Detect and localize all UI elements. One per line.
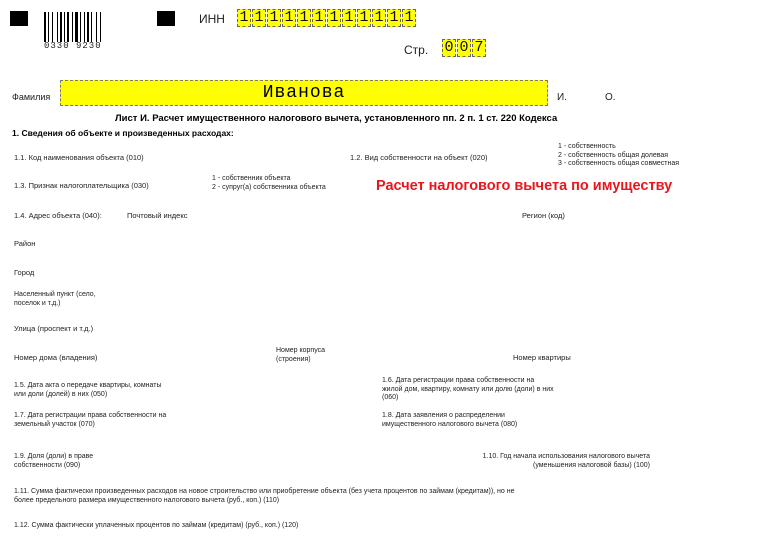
field-1-6-label: 1.6. Дата регистрации права собственности на жилой дом, квартиру, комнату или долю (доли) в них (060) — [382, 377, 554, 401]
overlay-title: Расчет налогового вычета по имуществу — [376, 178, 673, 194]
field-1-1-label: 1.1. Код наименования объекта (010) — [14, 153, 144, 162]
city-label: Город — [14, 268, 35, 277]
char-cell[interactable]: 1 — [372, 9, 386, 27]
field-1-11-label: 1.11. Сумма фактически произведенных расходов на новое строительство или приобретение объекта (без учета процентов по займам (кредитам)), но не более предельного размера имущественного налогового вычета (руб., коп.) (110) — [14, 488, 515, 504]
initial-i-label: И. — [557, 92, 567, 103]
char-cell[interactable]: 1 — [237, 9, 251, 27]
char-cell[interactable]: 1 — [387, 9, 401, 27]
char-cell[interactable]: 1 — [297, 9, 311, 27]
surname-field[interactable]: Иванова — [60, 80, 548, 106]
house-label: Номер дома (владения) — [14, 353, 98, 362]
option-line: 3 - собственность общая совместная — [558, 160, 680, 167]
initial-o-label: О. — [605, 92, 616, 103]
option-line: 2 - супруг(а) собственника объекта — [212, 183, 326, 191]
settlement-label: Населенный пункт (село, поселок и т.д.) — [14, 291, 96, 307]
postcode-label: Почтовый индекс — [127, 211, 188, 220]
field-1-12-label: 1.12. Сумма фактически уплаченных процентов по займам (кредитам) (руб., коп.) (120) — [14, 522, 299, 529]
option-line: 2 - собственность общая долевая — [558, 151, 669, 159]
page-cells — [442, 39, 487, 57]
corner-marker-right — [157, 11, 175, 26]
field-1-10-label: 1.10. Год начала использования налогового вычета (уменьшения налоговой базы) (100) — [482, 453, 650, 469]
option-line: 1 - собственник объекта — [212, 175, 291, 182]
char-cell[interactable]: 1 — [282, 9, 296, 27]
char-cell[interactable]: 1 — [267, 9, 281, 27]
page-label: Стр. — [404, 43, 429, 57]
barcode — [44, 12, 124, 51]
field-1-2-options — [558, 143, 679, 169]
barcode-number: 0330 9230 — [44, 41, 102, 51]
field-1-8-label: 1.8. Дата заявления о распределении имущественного налогового вычета (080) — [382, 412, 518, 428]
char-cell[interactable]: 0 — [457, 39, 471, 57]
field-1-9-label: 1.9. Доля (доли) в праве собственности (090) — [14, 453, 94, 469]
flat-label: Номер квартиры — [513, 353, 571, 362]
char-cell[interactable]: 0 — [442, 39, 456, 57]
building-label: Номер корпуса (строения) — [276, 347, 326, 363]
section-heading: 1. Сведения об объекте и произведенных расходах: — [12, 128, 234, 138]
sheet-title: Лист И. Расчет имущественного налогового вычета, установленного пп. 2 п. 1 ст. 220 Кодекса — [115, 113, 558, 124]
surname-label: Фамилия — [12, 92, 51, 102]
char-cell[interactable]: 1 — [327, 9, 341, 27]
option-line: 1 - собственность — [558, 143, 616, 150]
inn-label: ИНН — [199, 12, 225, 26]
street-label: Улица (проспект и т.д.) — [14, 324, 94, 333]
char-cell[interactable]: 1 — [357, 9, 371, 27]
field-1-3-options — [212, 175, 326, 192]
field-1-7-label: 1.7. Дата регистрации права собственности на земельный участок (070) — [14, 412, 167, 428]
char-cell[interactable]: 1 — [312, 9, 326, 27]
corner-marker-left — [10, 11, 28, 26]
field-1-3-label: 1.3. Признак налогоплательщика (030) — [14, 181, 149, 190]
char-cell[interactable]: 7 — [472, 39, 486, 57]
char-cell[interactable]: 1 — [252, 9, 266, 27]
field-1-4-label: 1.4. Адрес объекта (040): — [14, 211, 102, 220]
char-cell[interactable]: 1 — [342, 9, 356, 27]
region-label: Регион (код) — [522, 211, 565, 220]
inn-cells — [237, 9, 417, 27]
district-label: Район — [14, 239, 36, 248]
field-1-2-label: 1.2. Вид собственности на объект (020) — [350, 153, 488, 162]
field-1-5-label: 1.5. Дата акта о передаче квартиры, комнаты или доли (долей) в них (050) — [14, 382, 162, 398]
char-cell[interactable]: 1 — [402, 9, 416, 27]
